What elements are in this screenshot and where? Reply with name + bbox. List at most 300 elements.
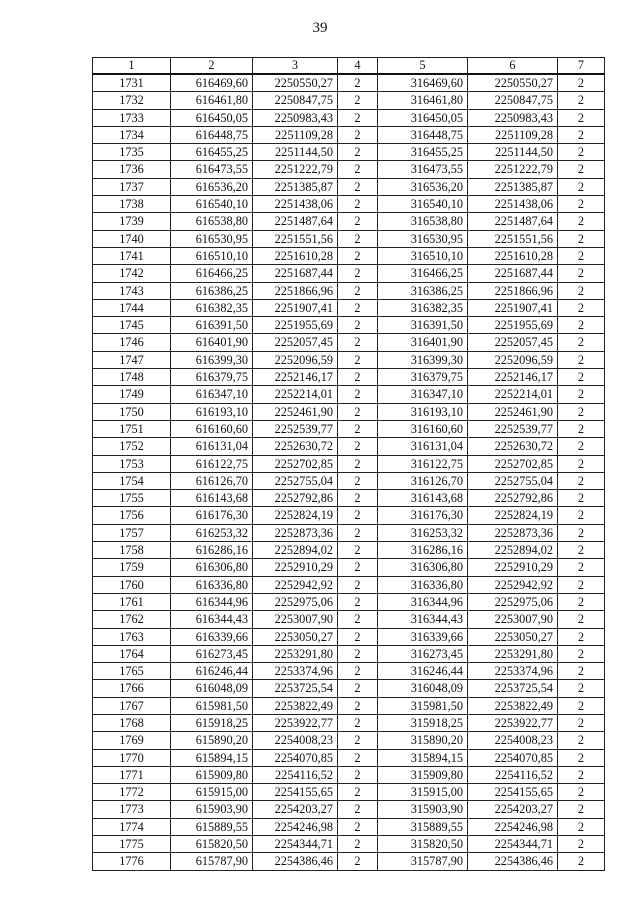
y-coord-cell: 2251955,69 (253, 317, 338, 334)
table-row (93, 299, 605, 316)
table-row (93, 490, 605, 507)
code-alt-cell: 2 (558, 680, 605, 697)
y-coord-alt-cell: 2251487,64 (468, 213, 558, 230)
x-coord-cell: 616399,30 (171, 351, 253, 368)
coordinates-table (92, 57, 605, 871)
table-row (93, 161, 605, 178)
x-coord-alt-cell: 316176,30 (378, 507, 468, 524)
x-coord-alt-cell: 316469,60 (378, 74, 468, 92)
code-alt-cell: 2 (558, 853, 605, 870)
y-coord-cell: 2253007,90 (253, 611, 338, 628)
code-cell: 2 (338, 732, 378, 749)
x-coord-alt-cell: 315981,50 (378, 697, 468, 714)
table-row (93, 92, 605, 109)
table-row (93, 455, 605, 472)
y-coord-alt-cell: 2251687,44 (468, 265, 558, 282)
y-coord-cell: 2254155,65 (253, 784, 338, 801)
y-coord-alt-cell: 2252755,04 (468, 472, 558, 489)
point-id-cell: 1743 (93, 282, 171, 299)
x-coord-alt-cell: 316461,80 (378, 92, 468, 109)
x-coord-alt-cell: 316401,90 (378, 334, 468, 351)
x-coord-cell: 616448,75 (171, 126, 253, 143)
x-coord-alt-cell: 316193,10 (378, 403, 468, 420)
code-cell: 2 (338, 213, 378, 230)
code-alt-cell: 2 (558, 628, 605, 645)
code-alt-cell: 2 (558, 161, 605, 178)
point-id-cell: 1767 (93, 697, 171, 714)
y-coord-cell: 2252873,36 (253, 524, 338, 541)
y-coord-cell: 2250983,43 (253, 109, 338, 126)
code-alt-cell: 2 (558, 438, 605, 455)
y-coord-cell: 2253374,96 (253, 663, 338, 680)
code-alt-cell: 2 (558, 801, 605, 818)
y-coord-cell: 2254344,71 (253, 836, 338, 853)
header-row (93, 58, 605, 75)
x-coord-cell: 616473,55 (171, 161, 253, 178)
x-coord-cell: 616339,66 (171, 628, 253, 645)
point-id-cell: 1750 (93, 403, 171, 420)
x-coord-cell: 616344,96 (171, 593, 253, 610)
code-cell: 2 (338, 369, 378, 386)
y-coord-alt-cell: 2252824,19 (468, 507, 558, 524)
x-coord-cell: 616386,25 (171, 282, 253, 299)
x-coord-alt-cell: 316339,66 (378, 628, 468, 645)
code-alt-cell: 2 (558, 611, 605, 628)
y-coord-cell: 2253922,77 (253, 714, 338, 731)
code-alt-cell: 2 (558, 663, 605, 680)
code-alt-cell: 2 (558, 455, 605, 472)
y-coord-alt-cell: 2252539,77 (468, 420, 558, 437)
x-coord-alt-cell: 316455,25 (378, 144, 468, 161)
code-cell: 2 (338, 507, 378, 524)
code-alt-cell: 2 (558, 74, 605, 92)
column-header-5: 5 (378, 58, 468, 75)
table-row (93, 542, 605, 559)
table-row (93, 784, 605, 801)
code-cell: 2 (338, 126, 378, 143)
table-row (93, 663, 605, 680)
y-coord-alt-cell: 2253050,27 (468, 628, 558, 645)
code-cell: 2 (338, 109, 378, 126)
y-coord-cell: 2252146,17 (253, 369, 338, 386)
table-row (93, 317, 605, 334)
point-id-cell: 1771 (93, 766, 171, 783)
y-coord-cell: 2251907,41 (253, 299, 338, 316)
point-id-cell: 1732 (93, 92, 171, 109)
y-coord-cell: 2252942,92 (253, 576, 338, 593)
code-cell: 2 (338, 645, 378, 662)
point-id-cell: 1756 (93, 507, 171, 524)
table-row (93, 196, 605, 213)
code-alt-cell: 2 (558, 524, 605, 541)
x-coord-cell: 616540,10 (171, 196, 253, 213)
code-cell: 2 (338, 714, 378, 731)
x-coord-cell: 616530,95 (171, 230, 253, 247)
y-coord-alt-cell: 2253291,80 (468, 645, 558, 662)
point-id-cell: 1757 (93, 524, 171, 541)
code-alt-cell: 2 (558, 576, 605, 593)
x-coord-alt-cell: 316306,80 (378, 559, 468, 576)
y-coord-cell: 2252702,85 (253, 455, 338, 472)
x-coord-alt-cell: 315889,55 (378, 818, 468, 835)
y-coord-alt-cell: 2250847,75 (468, 92, 558, 109)
y-coord-cell: 2252792,86 (253, 490, 338, 507)
x-coord-alt-cell: 316538,80 (378, 213, 468, 230)
y-coord-cell: 2252910,29 (253, 559, 338, 576)
x-coord-alt-cell: 316336,80 (378, 576, 468, 593)
table-row (93, 334, 605, 351)
table-row (93, 403, 605, 420)
code-cell: 2 (338, 836, 378, 853)
table-row (93, 265, 605, 282)
x-coord-cell: 616122,75 (171, 455, 253, 472)
code-cell: 2 (338, 161, 378, 178)
x-coord-alt-cell: 316391,50 (378, 317, 468, 334)
x-coord-alt-cell: 316160,60 (378, 420, 468, 437)
x-coord-cell: 615787,90 (171, 853, 253, 870)
code-cell: 2 (338, 542, 378, 559)
code-cell: 2 (338, 611, 378, 628)
x-coord-alt-cell: 316450,05 (378, 109, 468, 126)
y-coord-alt-cell: 2252975,06 (468, 593, 558, 610)
table-row (93, 420, 605, 437)
x-coord-cell: 615903,90 (171, 801, 253, 818)
x-coord-cell: 616286,16 (171, 542, 253, 559)
x-coord-cell: 615889,55 (171, 818, 253, 835)
code-cell: 2 (338, 351, 378, 368)
table-row (93, 109, 605, 126)
code-alt-cell: 2 (558, 109, 605, 126)
table-row (93, 818, 605, 835)
y-coord-alt-cell: 2253922,77 (468, 714, 558, 731)
y-coord-cell: 2251222,79 (253, 161, 338, 178)
y-coord-cell: 2252214,01 (253, 386, 338, 403)
code-alt-cell: 2 (558, 559, 605, 576)
y-coord-alt-cell: 2251955,69 (468, 317, 558, 334)
point-id-cell: 1758 (93, 542, 171, 559)
x-coord-cell: 616246,44 (171, 663, 253, 680)
point-id-cell: 1772 (93, 784, 171, 801)
y-coord-cell: 2252755,04 (253, 472, 338, 489)
y-coord-cell: 2251438,06 (253, 196, 338, 213)
y-coord-alt-cell: 2254386,46 (468, 853, 558, 870)
x-coord-alt-cell: 316122,75 (378, 455, 468, 472)
code-alt-cell: 2 (558, 351, 605, 368)
point-id-cell: 1769 (93, 732, 171, 749)
y-coord-alt-cell: 2253007,90 (468, 611, 558, 628)
point-id-cell: 1742 (93, 265, 171, 282)
y-coord-alt-cell: 2252146,17 (468, 369, 558, 386)
table-row (93, 645, 605, 662)
code-cell: 2 (338, 282, 378, 299)
y-coord-cell: 2253822,49 (253, 697, 338, 714)
code-alt-cell: 2 (558, 265, 605, 282)
code-cell: 2 (338, 247, 378, 264)
x-coord-cell: 615890,20 (171, 732, 253, 749)
x-coord-cell: 616450,05 (171, 109, 253, 126)
table-row (93, 247, 605, 264)
x-coord-cell: 615918,25 (171, 714, 253, 731)
x-coord-cell: 616344,43 (171, 611, 253, 628)
code-alt-cell: 2 (558, 472, 605, 489)
x-coord-alt-cell: 315890,20 (378, 732, 468, 749)
y-coord-alt-cell: 2252461,90 (468, 403, 558, 420)
page-number: 39 (312, 20, 328, 36)
table-row (93, 836, 605, 853)
x-coord-alt-cell: 316246,44 (378, 663, 468, 680)
y-coord-alt-cell: 2252057,45 (468, 334, 558, 351)
y-coord-cell: 2253050,27 (253, 628, 338, 645)
x-coord-cell: 616193,10 (171, 403, 253, 420)
code-cell: 2 (338, 317, 378, 334)
y-coord-cell: 2251144,50 (253, 144, 338, 161)
x-coord-alt-cell: 316273,45 (378, 645, 468, 662)
y-coord-alt-cell: 2254070,85 (468, 749, 558, 766)
code-alt-cell: 2 (558, 766, 605, 783)
x-coord-alt-cell: 316286,16 (378, 542, 468, 559)
point-id-cell: 1740 (93, 230, 171, 247)
point-id-cell: 1775 (93, 836, 171, 853)
table-row (93, 697, 605, 714)
y-coord-cell: 2254246,98 (253, 818, 338, 835)
point-id-cell: 1747 (93, 351, 171, 368)
code-alt-cell: 2 (558, 247, 605, 264)
table-header (93, 58, 605, 75)
y-coord-alt-cell: 2251907,41 (468, 299, 558, 316)
point-id-cell: 1734 (93, 126, 171, 143)
x-coord-cell: 616382,35 (171, 299, 253, 316)
point-id-cell: 1748 (93, 369, 171, 386)
x-coord-cell: 616469,60 (171, 74, 253, 92)
table-body (93, 74, 605, 870)
code-alt-cell: 2 (558, 317, 605, 334)
code-cell: 2 (338, 766, 378, 783)
x-coord-cell: 616273,45 (171, 645, 253, 662)
code-cell: 2 (338, 438, 378, 455)
x-coord-alt-cell: 316466,25 (378, 265, 468, 282)
point-id-cell: 1760 (93, 576, 171, 593)
y-coord-cell: 2251385,87 (253, 178, 338, 195)
table-row (93, 438, 605, 455)
y-coord-cell: 2254070,85 (253, 749, 338, 766)
x-coord-alt-cell: 315787,90 (378, 853, 468, 870)
x-coord-cell: 616143,68 (171, 490, 253, 507)
code-cell: 2 (338, 74, 378, 92)
point-id-cell: 1753 (93, 455, 171, 472)
x-coord-alt-cell: 316448,75 (378, 126, 468, 143)
code-cell: 2 (338, 472, 378, 489)
y-coord-alt-cell: 2252942,92 (468, 576, 558, 593)
x-coord-alt-cell: 315894,15 (378, 749, 468, 766)
table-row (93, 230, 605, 247)
x-coord-alt-cell: 316399,30 (378, 351, 468, 368)
x-coord-cell: 616048,09 (171, 680, 253, 697)
y-coord-cell: 2250550,27 (253, 74, 338, 92)
table-row (93, 369, 605, 386)
code-alt-cell: 2 (558, 126, 605, 143)
code-alt-cell: 2 (558, 213, 605, 230)
code-alt-cell: 2 (558, 836, 605, 853)
x-coord-alt-cell: 315918,25 (378, 714, 468, 731)
code-alt-cell: 2 (558, 92, 605, 109)
code-alt-cell: 2 (558, 386, 605, 403)
code-cell: 2 (338, 784, 378, 801)
x-coord-cell: 615820,50 (171, 836, 253, 853)
point-id-cell: 1733 (93, 109, 171, 126)
y-coord-alt-cell: 2252910,29 (468, 559, 558, 576)
y-coord-alt-cell: 2254008,23 (468, 732, 558, 749)
table-row (93, 74, 605, 92)
x-coord-cell: 616466,25 (171, 265, 253, 282)
code-alt-cell: 2 (558, 542, 605, 559)
code-cell: 2 (338, 178, 378, 195)
x-coord-cell: 616538,80 (171, 213, 253, 230)
y-coord-cell: 2250847,75 (253, 92, 338, 109)
y-coord-cell: 2251109,28 (253, 126, 338, 143)
code-alt-cell: 2 (558, 645, 605, 662)
x-coord-cell: 616347,10 (171, 386, 253, 403)
x-coord-cell: 615894,15 (171, 749, 253, 766)
x-coord-cell: 616455,25 (171, 144, 253, 161)
code-alt-cell: 2 (558, 299, 605, 316)
code-alt-cell: 2 (558, 507, 605, 524)
y-coord-cell: 2253725,54 (253, 680, 338, 697)
code-alt-cell: 2 (558, 714, 605, 731)
code-cell: 2 (338, 420, 378, 437)
table-row (93, 144, 605, 161)
point-id-cell: 1752 (93, 438, 171, 455)
point-id-cell: 1762 (93, 611, 171, 628)
point-id-cell: 1766 (93, 680, 171, 697)
code-alt-cell: 2 (558, 403, 605, 420)
point-id-cell: 1746 (93, 334, 171, 351)
table-row (93, 714, 605, 731)
y-coord-alt-cell: 2251109,28 (468, 126, 558, 143)
code-alt-cell: 2 (558, 178, 605, 195)
y-coord-cell: 2252824,19 (253, 507, 338, 524)
code-cell: 2 (338, 490, 378, 507)
table-row (93, 282, 605, 299)
x-coord-alt-cell: 316253,32 (378, 524, 468, 541)
point-id-cell: 1741 (93, 247, 171, 264)
y-coord-alt-cell: 2251551,56 (468, 230, 558, 247)
code-alt-cell: 2 (558, 230, 605, 247)
code-alt-cell: 2 (558, 196, 605, 213)
code-cell: 2 (338, 680, 378, 697)
y-coord-alt-cell: 2252214,01 (468, 386, 558, 403)
point-id-cell: 1761 (93, 593, 171, 610)
code-cell: 2 (338, 299, 378, 316)
point-id-cell: 1739 (93, 213, 171, 230)
x-coord-alt-cell: 315820,50 (378, 836, 468, 853)
column-header-4: 4 (338, 58, 378, 75)
code-cell: 2 (338, 749, 378, 766)
y-coord-alt-cell: 2253725,54 (468, 680, 558, 697)
table-row (93, 576, 605, 593)
y-coord-cell: 2252461,90 (253, 403, 338, 420)
code-cell: 2 (338, 524, 378, 541)
code-cell: 2 (338, 92, 378, 109)
x-coord-alt-cell: 316382,35 (378, 299, 468, 316)
code-alt-cell: 2 (558, 144, 605, 161)
y-coord-alt-cell: 2254344,71 (468, 836, 558, 853)
point-id-cell: 1738 (93, 196, 171, 213)
x-coord-cell: 616379,75 (171, 369, 253, 386)
y-coord-alt-cell: 2252873,36 (468, 524, 558, 541)
code-alt-cell: 2 (558, 818, 605, 835)
y-coord-cell: 2251551,56 (253, 230, 338, 247)
code-cell: 2 (338, 265, 378, 282)
y-coord-cell: 2251687,44 (253, 265, 338, 282)
code-alt-cell: 2 (558, 334, 605, 351)
point-id-cell: 1731 (93, 74, 171, 92)
point-id-cell: 1765 (93, 663, 171, 680)
x-coord-alt-cell: 316473,55 (378, 161, 468, 178)
point-id-cell: 1737 (93, 178, 171, 195)
code-cell: 2 (338, 663, 378, 680)
column-header-2: 2 (171, 58, 253, 75)
point-id-cell: 1763 (93, 628, 171, 645)
y-coord-cell: 2254386,46 (253, 853, 338, 870)
y-coord-alt-cell: 2252702,85 (468, 455, 558, 472)
x-coord-cell: 616176,30 (171, 507, 253, 524)
x-coord-cell: 615981,50 (171, 697, 253, 714)
y-coord-alt-cell: 2254116,52 (468, 766, 558, 783)
code-alt-cell: 2 (558, 593, 605, 610)
y-coord-alt-cell: 2252894,02 (468, 542, 558, 559)
column-header-7: 7 (558, 58, 605, 75)
y-coord-cell: 2251487,64 (253, 213, 338, 230)
table-row (93, 213, 605, 230)
table-row (93, 507, 605, 524)
x-coord-alt-cell: 316530,95 (378, 230, 468, 247)
x-coord-alt-cell: 316386,25 (378, 282, 468, 299)
y-coord-cell: 2253291,80 (253, 645, 338, 662)
point-id-cell: 1745 (93, 317, 171, 334)
x-coord-alt-cell: 316126,70 (378, 472, 468, 489)
code-cell: 2 (338, 697, 378, 714)
table-row (93, 801, 605, 818)
code-alt-cell: 2 (558, 369, 605, 386)
code-cell: 2 (338, 196, 378, 213)
point-id-cell: 1744 (93, 299, 171, 316)
table-row (93, 732, 605, 749)
y-coord-alt-cell: 2251385,87 (468, 178, 558, 195)
y-coord-cell: 2254203,27 (253, 801, 338, 818)
y-coord-cell: 2254008,23 (253, 732, 338, 749)
x-coord-alt-cell: 315909,80 (378, 766, 468, 783)
y-coord-cell: 2252096,59 (253, 351, 338, 368)
column-header-6: 6 (468, 58, 558, 75)
y-coord-alt-cell: 2252792,86 (468, 490, 558, 507)
x-coord-cell: 616536,20 (171, 178, 253, 195)
x-coord-cell: 615915,00 (171, 784, 253, 801)
x-coord-alt-cell: 316540,10 (378, 196, 468, 213)
code-cell: 2 (338, 853, 378, 870)
point-id-cell: 1774 (93, 818, 171, 835)
x-coord-alt-cell: 315915,00 (378, 784, 468, 801)
code-cell: 2 (338, 230, 378, 247)
x-coord-cell: 616126,70 (171, 472, 253, 489)
y-coord-cell: 2252630,72 (253, 438, 338, 455)
table-row (93, 628, 605, 645)
y-coord-alt-cell: 2251866,96 (468, 282, 558, 299)
y-coord-alt-cell: 2251610,28 (468, 247, 558, 264)
y-coord-alt-cell: 2253374,96 (468, 663, 558, 680)
y-coord-cell: 2252057,45 (253, 334, 338, 351)
table-row (93, 593, 605, 610)
x-coord-cell: 616253,32 (171, 524, 253, 541)
